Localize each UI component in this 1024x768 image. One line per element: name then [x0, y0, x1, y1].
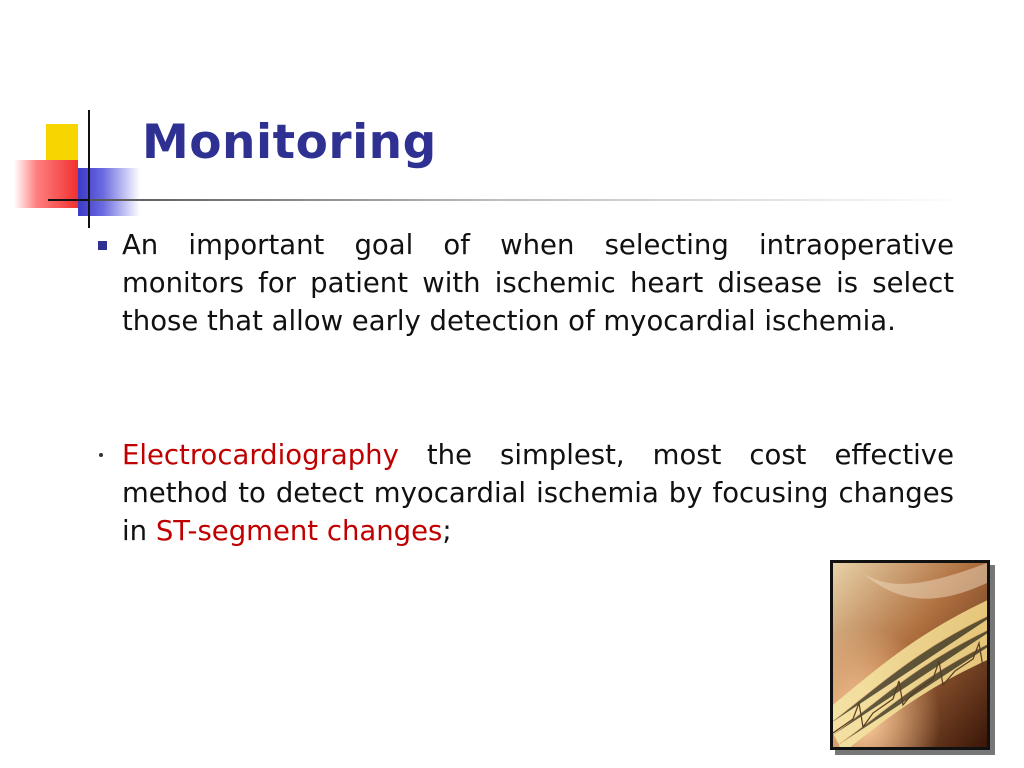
bullet-marker — [98, 226, 122, 340]
ecg-strip-photo — [830, 560, 990, 750]
term-electrocardiography: Electrocardiography — [122, 439, 399, 471]
slide-title: Monitoring — [142, 115, 437, 170]
bullet-item-2 — [98, 436, 954, 550]
bullet-item-1 — [98, 226, 954, 340]
term-st-segment: ST-segment changes — [155, 515, 443, 547]
title-underline — [90, 199, 970, 201]
bullet-text: An important goal of when selecting intraoperative monitors for patient with ischemic heart disease is select those that allow early detection of myocardial ischemia. — [122, 229, 954, 337]
bullet-text — [122, 436, 954, 550]
bullet-tail: ; — [442, 515, 452, 547]
bullet-body-text: the simplest, most cost effective method to detect myocardial ischemia by focusing changes in — [122, 439, 954, 547]
decor-vertical-line — [88, 110, 90, 228]
bullet-marker — [98, 436, 122, 550]
